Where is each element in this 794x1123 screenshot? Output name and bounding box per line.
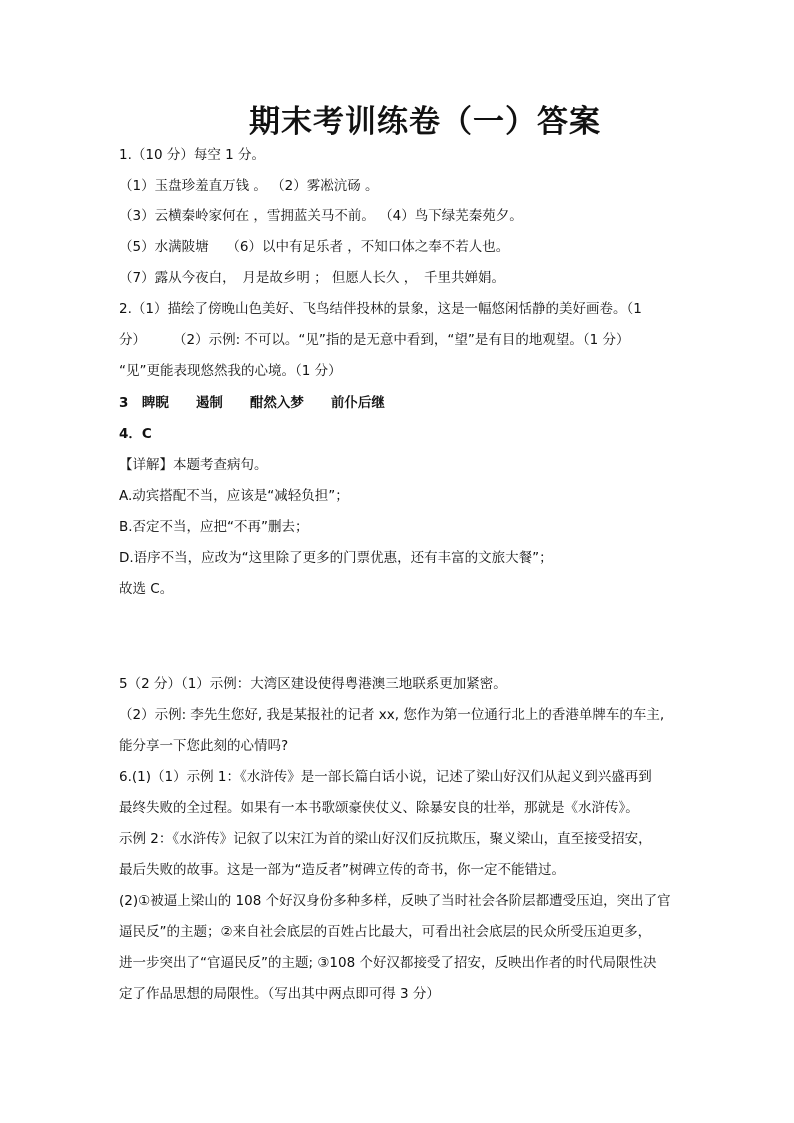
q6-answer-line-2: 最终失败的全过程。如果有一本书歌颂豪侠仗义、除暴安良的壮举，那就是《水浒传》。: [119, 800, 639, 816]
q6-answer-line-8: 定了作品思想的局限性。（写出其中两点即可得 3 分）: [119, 986, 440, 1002]
q1-answer-3-4: （3）云横秦岭家何在 ，雪拥蓝关马不前。 （4）鸟下绿芜秦苑夕。: [119, 208, 523, 224]
q1-header: 1.（10 分）每空 1 分。: [119, 147, 266, 163]
q1-answer-1-2: （1）玉盘珍羞直万钱 。 （2）雾凇沆砀 。: [119, 178, 379, 194]
q5-answer-line-1: 5（2 分）（1）示例：大湾区建设使得粤港澳三地联系更加紧密。: [119, 676, 507, 692]
q2-answer-line-3: “见”更能表现悠然我的心境。（1 分）: [119, 363, 342, 379]
q3-answer: 3 睥睨 遏制 酣然入梦 前仆后继: [119, 395, 385, 411]
page-title: 期末考训练卷（一）答案: [249, 104, 601, 140]
q6-answer-line-4: 最后失败的故事。这是一部为“造反者”树碑立传的奇书，你一定不能错过。: [119, 862, 565, 878]
q6-answer-line-3: 示例 2：《水浒传》记叙了以宋江为首的梁山好汉们反抗欺压，聚义梁山，直至接受招安，: [119, 831, 652, 847]
q4-conclusion: 故选 C。: [119, 581, 174, 597]
q6-answer-line-5: (2)①被逼上梁山的 108 个好汉身份多种多样，反映了当时社会各阶层都遭受压迫，突出了官: [119, 893, 671, 909]
q6-answer-line-7: 进一步突出了“官逼民反”的主题; ③108 个好汉都接受了招安，反映出作者的时代局限性决: [119, 955, 657, 971]
q2-answer-line-1: 2.（1）描绘了傍晚山色美好、飞鸟结伴投林的景象，这是一幅悠闲恬静的美好画卷。（1: [119, 301, 642, 317]
q2-answer-line-2: 分） （2）示例: 不可以。“见”指的是无意中看到，“望”是有目的地观望。（1 分）: [119, 332, 630, 348]
q5-answer-line-2: （2）示例: 李先生您好, 我是某报社的记者 xx, 您作为第一位通行北上的香港单牌车的车主,: [119, 707, 665, 723]
q6-answer-line-1: 6.(1)（1）示例 1：《水浒传》是一部长篇白话小说，记述了梁山好汉们从起义到兴盛再到: [119, 769, 652, 785]
q4-detail-d: D.语序不当，应改为“这里除了更多的门票优惠，还有丰富的文旅大餐”；: [119, 550, 553, 566]
q1-answer-7: （7）露从今夜白， 月是故乡明 ； 但愿人长久 ， 千里共婵娟。: [119, 270, 505, 286]
q5-answer-line-3: 能分享一下您此刻的心情吗?: [119, 738, 289, 754]
q4-detail-a: A.动宾搭配不当，应该是“减轻负担”；: [119, 488, 349, 504]
q4-answer: 4．C: [119, 426, 152, 442]
q4-detail-heading: 【详解】本题考查病句。: [119, 457, 268, 473]
q4-detail-b: B.否定不当，应把“不再”删去；: [119, 519, 309, 535]
q6-answer-line-6: 逼民反”的主题；②来自社会底层的百姓占比最大，可看出社会底层的民众所受压迫更多，: [119, 924, 652, 940]
q1-answer-5-6: （5）水满陂塘 （6）以中有足乐者 ，不知口体之奉不若人也。: [119, 239, 510, 255]
